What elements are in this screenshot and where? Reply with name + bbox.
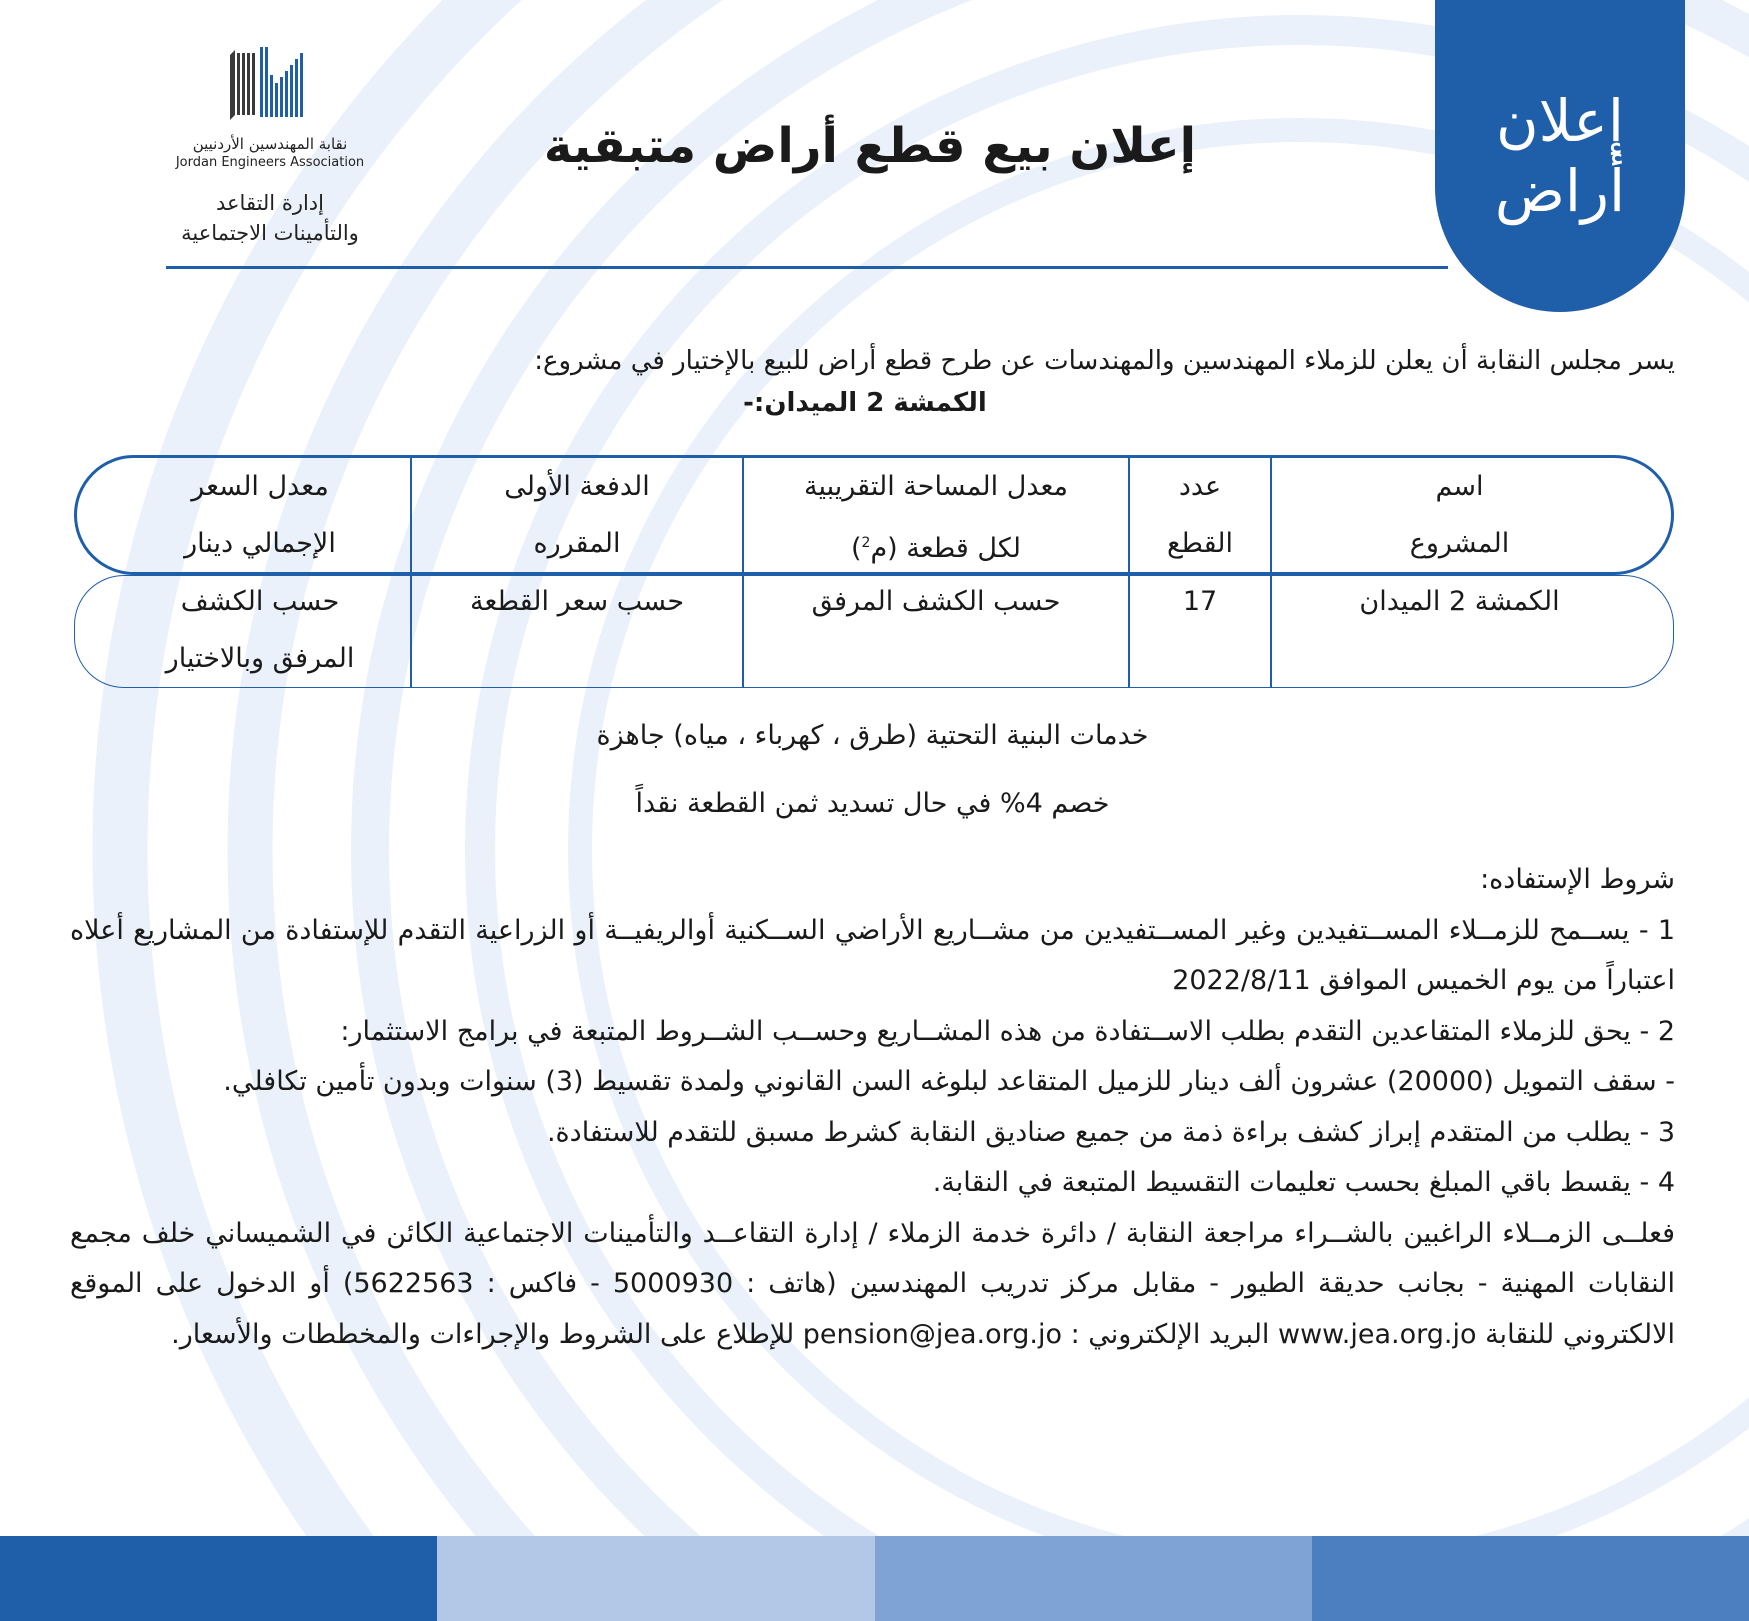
cell-total-price: حسب الكشف المرفق وبالاختيار: [165, 586, 355, 674]
header-divider: [166, 266, 1448, 269]
term-item: 4 - يقسط باقي المبلغ بحسب تعليمات التقسيط المتبعة في النقابة.: [932, 1167, 1675, 1198]
contact-paragraph: فعلــى الزمــلاء الراغبين بالشــراء مراجعة النقابة / دائرة خدمة الزملاء / إدارة التقاعــد والتأمينات الاجتماعية الكائن في الشميساني خلف مجمع النقابات المهنية - بجانب حديقة الطيور - مقابل مركز تدريب المهندسين (هاتف : 5000930 - فاكس : 5622563) أو الدخول على الموقع الالكتروني للنقابة www.jea.org.jo البريد الإلكتروني : pension@jea.org.jo للإطلاع على الشروط والإجراءات والمخططات والأسعار.: [70, 1217, 1675, 1350]
corner-tab: [1435, 0, 1685, 312]
organization-logo: [160, 45, 380, 248]
term-item: 3 - يطلب من المتقدم إبراز كشف براءة ذمة من جميع صناديق النقابة كشرط مسبق للتقدم للاستفادة.: [546, 1116, 1675, 1148]
department-name: [160, 188, 380, 248]
footer-color-band: [0, 1536, 1749, 1621]
term-item: 2 - يحق للزملاء المتقاعدين التقدم بطلب الاســتفادة من هذه المشــاريع وحســب الشــروط المتبعة في برامج الاستثمار:: [340, 1015, 1675, 1047]
jea-logo-icon: [225, 45, 315, 125]
footer-band-segment: [875, 1536, 1312, 1621]
header-count: عدد القطع: [1167, 471, 1233, 559]
corner-tab-line2: أراض: [1494, 157, 1626, 225]
footer-band-segment: [437, 1536, 874, 1621]
header-project: اسم المشروع: [1409, 471, 1510, 559]
intro-text: يسر مجلس النقابة أن يعلن للزملاء المهندسين والمهندسات عن طرح قطع أراض للبيع بالإختيار في مشروع:: [534, 346, 1675, 376]
department-line1: إدارة التقاعد: [216, 191, 324, 215]
cell-project: الكمشة 2 الميدان: [1359, 586, 1560, 617]
cell-area: حسب الكشف المرفق: [811, 586, 1061, 617]
org-name-english: Jordan Engineers Association: [175, 155, 365, 170]
infrastructure-note: خدمات البنية التحتية (طرق ، كهرباء ، مياه) جاهزة: [596, 720, 1149, 751]
terms-section: [70, 855, 1675, 1360]
cell-count: 17: [1182, 586, 1218, 617]
discount-note: خصم 4% في حال تسديد ثمن القطعة نقداً: [635, 788, 1110, 819]
project-heading: الكمشة 2 الميدان:-: [743, 388, 987, 418]
footer-band-segment: [0, 1536, 437, 1621]
corner-tab-line1: إعلان: [1496, 87, 1624, 155]
org-name-arabic: نقابة المهندسين الأردنيين: [192, 135, 348, 153]
page-title: إعلان بيع قطع أراض متبقية: [543, 118, 1197, 174]
header-area: معدل المساحة التقريبية لكل قطعة (م$^2$): [804, 471, 1068, 564]
header-total-price: معدل السعر الإجمالي دينار: [184, 471, 336, 559]
term-item: - سقف التمويل (20000) عشرون ألف دينار للزميل المتقاعد لبلوغه السن القانوني ولمدة تقسيط (3) سنوات وبدون تأمين تكافلي.: [223, 1066, 1675, 1097]
terms-heading: شروط الإستفاده:: [1480, 864, 1675, 895]
footer-band-segment: [1312, 1536, 1749, 1621]
cell-down-payment: حسب سعر القطعة: [469, 586, 685, 617]
department-line2: والتأمينات الاجتماعية: [181, 221, 359, 245]
term-item: 1 - يســمح للزمــلاء المســتفيدين وغير المســتفيدين من مشــاريع الأراضي الســكنية أوالريفيــة أو الزراعية التقدم للإستفادة من المشاريع أعلاه اعتباراً من يوم الخميس الموافق 2022/8/11: [70, 914, 1675, 996]
header-down-payment: الدفعة الأولى المقرره: [504, 471, 650, 559]
